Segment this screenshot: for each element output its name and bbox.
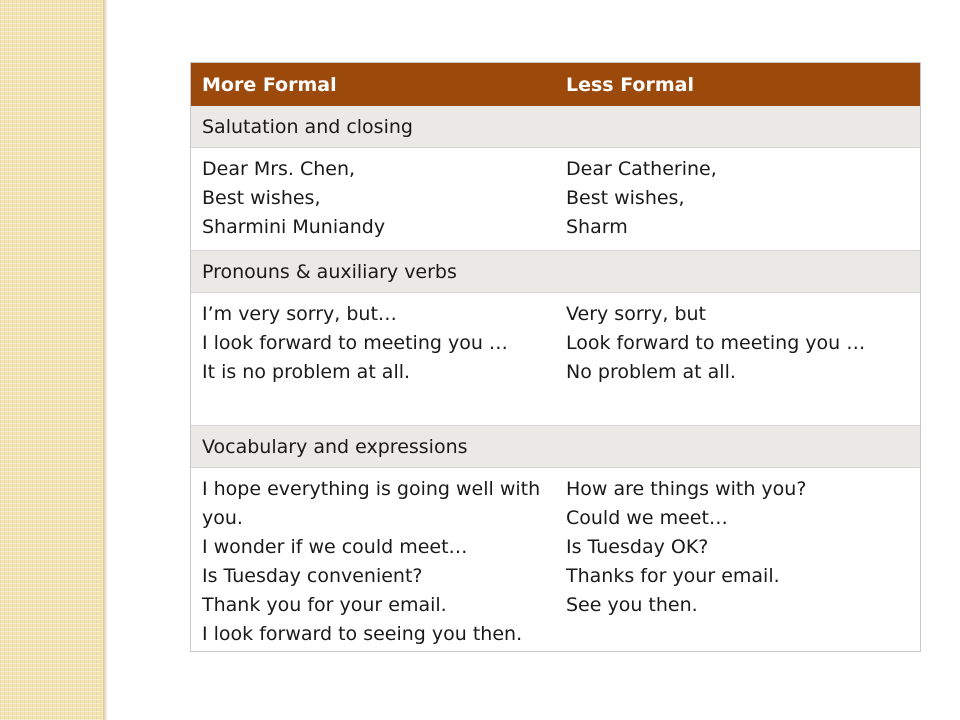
informal-line: No problem at all. [566,361,736,383]
informal-line: Thanks for your email. [566,565,780,587]
informal-line: Sharm [566,216,628,238]
formal-line: I look forward to seeing you then. [202,623,523,645]
informal-line: Is Tuesday OK? [566,536,709,558]
formal-line: I wonder if we could meet… [202,536,468,558]
formal-line: Sharmini Muniandy [202,216,386,238]
informal-examples [555,293,920,425]
informal-line: How are things with you? [566,478,807,500]
informal-line: Very sorry, but [566,303,706,325]
header-less-formal: Less Formal [566,73,694,96]
section-title: Pronouns & auxiliary verbs [202,260,457,283]
informal-line: Could we meet… [566,507,728,529]
content-row-salutation [191,148,920,251]
formal-line: Best wishes, [202,187,321,209]
formal-line: Thank you for your email. [202,594,447,616]
section-row-salutation [191,106,920,148]
formal-line: I look forward to meeting you … [202,332,508,354]
informal-line: See you then. [566,594,698,616]
content-row-pronouns [191,293,920,426]
formal-examples [191,468,555,651]
formal-examples [191,293,555,425]
informal-line: Look forward to meeting you … [566,332,866,354]
decorative-side-strip [0,0,103,720]
formal-line: I’m very sorry, but… [202,303,397,325]
informal-examples [555,468,920,651]
content-row-vocabulary [191,468,920,651]
formal-examples [191,148,555,250]
table-header-row [191,63,920,106]
header-more-formal: More Formal [202,73,337,96]
side-strip-edge [103,0,107,720]
section-title: Salutation and closing [202,115,413,138]
section-row-pronouns [191,251,920,293]
formal-line: Dear Mrs. Chen, [202,158,356,180]
section-row-vocabulary [191,426,920,468]
informal-examples [555,148,920,250]
formality-comparison-table [190,62,921,652]
formal-line: I hope everything is going well with you. [202,478,541,529]
section-title: Vocabulary and expressions [202,435,468,458]
informal-line: Dear Catherine, [566,158,717,180]
informal-line: Best wishes, [566,187,685,209]
formal-line: It is no problem at all. [202,361,411,383]
formal-line: Is Tuesday convenient? [202,565,423,587]
